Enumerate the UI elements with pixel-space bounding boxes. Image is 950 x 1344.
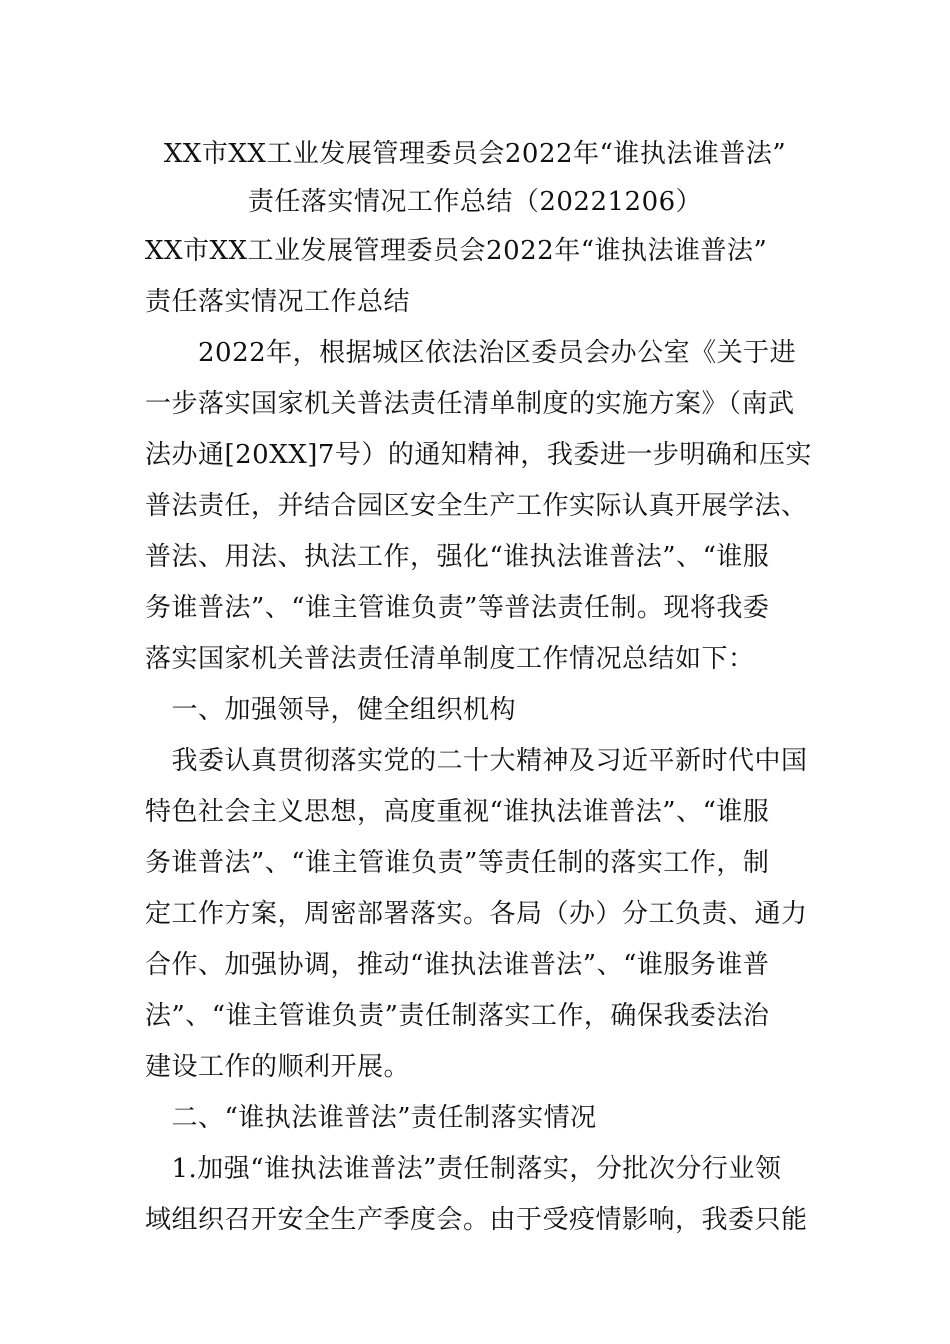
section-1-line: 我委认真贯彻落实党的二十大精神及习近平新时代中国 bbox=[145, 746, 808, 776]
section-1-line: 定工作方案，周密部署落实。各局（办）分工负责、通力 bbox=[145, 899, 808, 929]
section-1-line: 务谁普法”、“谁主管谁负责”等责任制的落实工作，制 bbox=[145, 848, 770, 878]
document-title-line-1: XX市XX工业发展管理委员会2022年“谁执法谁普法” bbox=[163, 139, 787, 169]
section-1-line: 建设工作的顺利开展。 bbox=[145, 1052, 411, 1082]
document-heading-line-1: XX市XX工业发展管理委员会2022年“谁执法谁普法” bbox=[145, 236, 768, 266]
section-2-heading: 二、“谁执法谁普法”责任制落实情况 bbox=[145, 1103, 597, 1133]
section-1-heading: 一、加强领导，健全组织机构 bbox=[145, 695, 517, 725]
intro-line: 落实国家机关普法责任清单制度工作情况总结如下： bbox=[145, 644, 755, 674]
intro-line: 普法、用法、执法工作，强化“谁执法谁普法”、“谁服 bbox=[145, 542, 770, 572]
intro-line: 2022年，根据城区依法治区委员会办公室《关于进 bbox=[145, 338, 797, 368]
intro-line: 法办通[20XX]7号）的通知精神，我委进一步明确和压实 bbox=[145, 440, 812, 470]
intro-line: 务谁普法”、“谁主管谁负责”等普法责任制。现将我委 bbox=[145, 593, 770, 623]
section-2-line: 域组织召开安全生产季度会。由于受疫情影响，我委只能 bbox=[145, 1205, 808, 1235]
intro-line: 一步落实国家机关普法责任清单制度的实施方案》（南武 bbox=[145, 389, 795, 419]
intro-line: 普法责任，并结合园区安全生产工作实际认真开展学法、 bbox=[145, 491, 808, 521]
section-1-line: 特色社会主义思想，高度重视“谁执法谁普法”、“谁服 bbox=[145, 797, 770, 827]
section-1-line: 合作、加强协调，推动“谁执法谁普法”、“谁服务谁普 bbox=[145, 950, 770, 980]
document-title-line-2: 责任落实情况工作总结（20221206） bbox=[247, 187, 703, 217]
section-1-line: 法”、“谁主管谁负责”责任制落实工作，确保我委法治 bbox=[145, 1001, 770, 1031]
document-heading-line-2: 责任落实情况工作总结 bbox=[145, 287, 411, 317]
section-2-line: 1.加强“谁执法谁普法”责任制落实，分批次分行业领 bbox=[145, 1154, 782, 1184]
